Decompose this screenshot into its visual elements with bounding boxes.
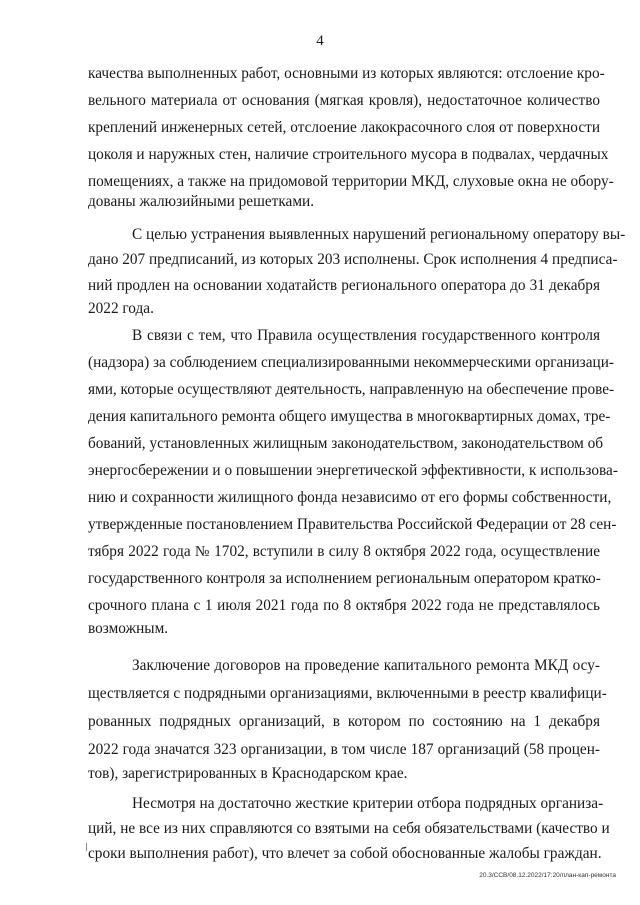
text-line: энергосбережении и о повышении энергетической эффективности, к использова- (88, 462, 618, 479)
page-number: 4 (316, 33, 324, 49)
text-line: рованных подрядных организаций, в котором по состоянию на 1 декабря (88, 713, 600, 730)
text-line: 2022 года. (88, 300, 154, 317)
text-line: помещениях, а также на придомовой территории МКД, слуховые окна не обору- (88, 173, 614, 190)
text-line: Несмотря на достаточно жесткие критерии отбора подрядных организа- (132, 795, 604, 812)
text-line: (надзора) за соблюдением специализированными некоммерческими организаци- (88, 354, 614, 371)
text-line: качества выполненных работ, основными из которых являются: отслоение кро- (88, 65, 605, 82)
text-line: ями, которые осуществляют деятельность, направленную на обеспечение прове- (88, 381, 615, 398)
text-line: возможным. (88, 620, 169, 637)
text-line: нию и сохранности жилищного фонда независимо от его формы собственности, (88, 489, 612, 506)
text-line: С целью устранения выявленных нарушений региональному оператору вы- (132, 226, 626, 243)
text-line: сроки выполнения работ), что влечет за собой обоснованные жалобы граждан. (88, 845, 602, 862)
text-line: ций, не все из них справляются со взятыми на себя обязательствами (качество и (88, 820, 610, 837)
text-line: 2022 года значатся 323 организации, в том числе 187 организаций (58 процен- (88, 741, 600, 758)
text-line: тября 2022 года № 1702, вступили в силу 8 октября 2022 года, осуществление (88, 543, 600, 560)
margin-mark (86, 843, 87, 851)
text-line: В связи с тем, что Правила осуществления государственного контроля (132, 327, 600, 344)
text-line: креплений инженерных сетей, отслоение лакокрасочного слоя от поверхности (88, 119, 600, 136)
text-line: срочного плана с 1 июля 2021 года по 8 октября 2022 года не представлялось (88, 597, 600, 614)
text-line: дано 207 предписаний, из которых 203 исполнены. Срок исполнения 4 предписа- (88, 251, 618, 268)
text-line: тов), зарегистрированных в Краснодарском крае. (88, 765, 408, 782)
text-line: вельного материала от основания (мягкая кровля), недостаточное количество (88, 92, 600, 109)
text-line: утвержденные постановлением Правительства Российской Федерации от 28 сен- (88, 516, 617, 533)
text-line: ний продлен на основании ходатайств регионального оператора до 31 декабря (88, 277, 600, 294)
text-line: бований, установленных жилищным законодательством, законодательством об (88, 435, 604, 452)
text-line: Заключение договоров на проведение капитального ремонта МКД осу- (132, 657, 600, 674)
text-line: дения капитального ремонта общего имущества в многоквартирных домах, тре- (88, 408, 611, 425)
footer-reference: 20.3/ССВ/08.12.2022/17:20/план-кап-ремонта (479, 872, 616, 879)
text-line: дованы жалюзийными решетками. (88, 193, 315, 210)
text-line: ществляется с подрядными организациями, включенными в реестр квалифици- (88, 685, 607, 702)
text-line: государственного контроля за исполнением региональным оператором кратко- (88, 570, 601, 587)
text-line: цоколя и наружных стен, наличие строительного мусора в подвалах, чердачных (88, 146, 609, 163)
